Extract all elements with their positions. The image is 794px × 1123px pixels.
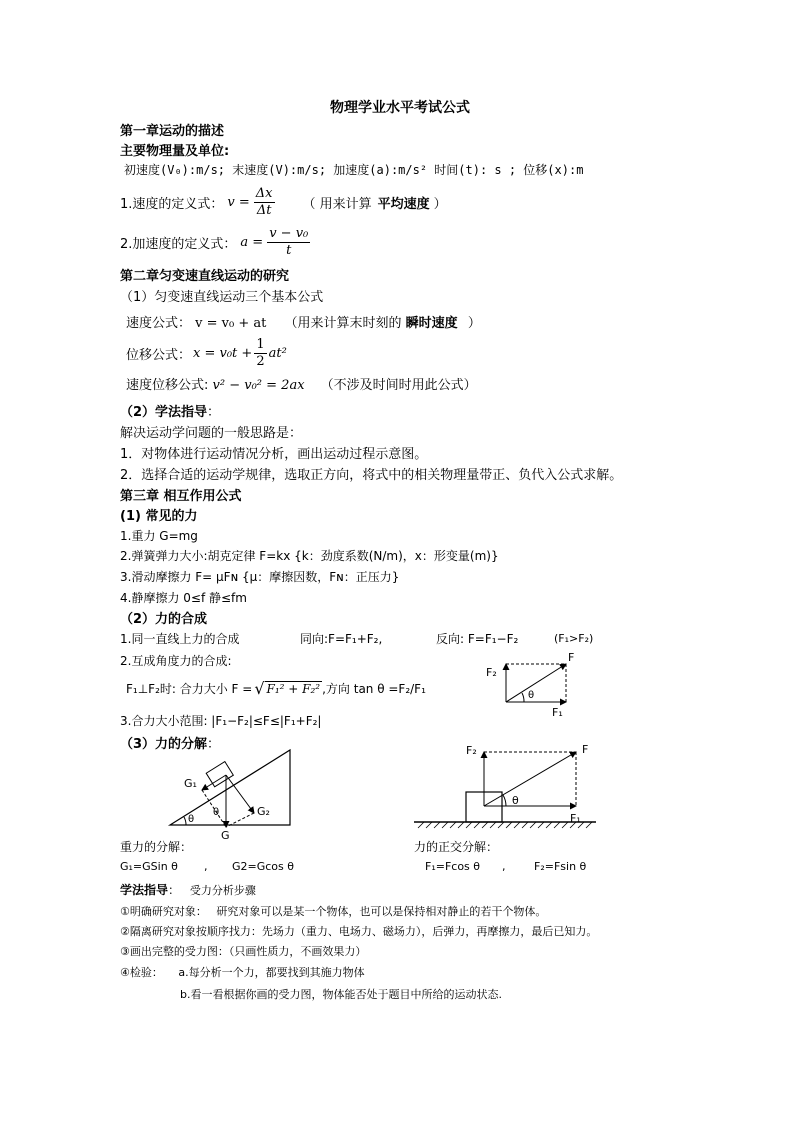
displacement-formula-line (126, 334, 287, 372)
page-title: 物理学业水平考试公式 (330, 100, 470, 116)
note-emphasis: 平均速度 (377, 196, 430, 212)
incline-diagram (160, 745, 320, 840)
section-title: （3）力的分解 (120, 737, 208, 752)
step-3: ③画出完整的受力图：（只画性质力，不画效果力） (120, 945, 367, 958)
diagram-label-F: F (582, 743, 589, 756)
acceleration-fraction (267, 226, 310, 259)
resultant-range: 3.合力大小范围: |F₁−F₂|≤F≤|F₁+F₂| (120, 714, 322, 728)
force-line: 4.静摩擦力 0≤f 静≤fm (120, 591, 247, 605)
section-title: (1) 常见的力 (120, 509, 198, 524)
diagram-label-theta: θ (512, 794, 519, 807)
diagram-label-F: F (568, 651, 575, 664)
diagram-label-theta: θ (213, 807, 220, 818)
speed-formula: v = v₀ + at (195, 316, 267, 331)
diagram-label-G1: G₁ (184, 777, 197, 790)
gravity-component-g2: G2=Gcos θ (232, 860, 294, 873)
colon: ： (207, 405, 221, 420)
formula-label: 速度位移公式: (126, 378, 209, 393)
note-part: ） (433, 196, 447, 212)
formula-part: ,方向 tan θ =F₂/F₁ (322, 682, 426, 696)
chapter1-heading: 第一章运动的描述 (120, 124, 225, 139)
diagram-label-F2: F₂ (466, 744, 477, 757)
orthogonal-diagram (410, 740, 600, 830)
step-1 (120, 903, 546, 919)
formula-lhs: x = v₀t + (193, 345, 253, 361)
composition-diagram (480, 650, 590, 722)
section-title: （2）力的合成 (120, 612, 208, 627)
step-label: ④检验： (120, 966, 163, 979)
section-title: （1）匀变速直线运动三个基本公式 (120, 290, 324, 305)
fraction-numerator: 1 (256, 336, 265, 352)
diagram-label-F1: F₁ (552, 706, 563, 719)
formula-rhs: at² (268, 345, 287, 361)
chapter1-subheading: 主要物理量及单位: (120, 144, 230, 159)
speed-formula-line (126, 312, 481, 331)
composition-line: 1.同一直线上力的合成 (120, 632, 240, 646)
step-4 (120, 964, 365, 980)
velocity-definition (120, 182, 447, 222)
section-title: 学法指导 (120, 883, 169, 897)
step-label: ①明确研究对象： (120, 905, 207, 918)
separator: , (204, 860, 208, 873)
composition-condition: (F₁>F₂) (554, 632, 594, 645)
velocity-fraction (254, 186, 275, 219)
note-part: （不涉及时间时用此公式） (320, 378, 477, 393)
method-guide-heading (120, 401, 220, 420)
orthogonal-decomposition-title: 力的正交分解： (414, 840, 499, 854)
method-line: 1．对物体进行运动情况分析，画出运动过程示意图。 (120, 447, 428, 462)
radicand: F₁² + F₂² (266, 682, 321, 696)
force-line: 3.滑动摩擦力 F= μFɴ {μ：摩擦因数，Fɴ：正压力} (120, 570, 400, 584)
colon: ： (207, 737, 221, 752)
formula-lhs: a = (240, 234, 264, 250)
diagram-label-F2: F₂ (486, 666, 497, 679)
half-fraction (254, 337, 266, 370)
note-part: （用来计算末时刻的 (284, 316, 402, 331)
method-line: 解决运动学问题的一般思路是： (120, 426, 303, 441)
acceleration-definition (120, 222, 310, 262)
note-part: （ 用来计算 (302, 196, 372, 212)
separator: , (502, 860, 506, 873)
diagram-label-G: G (221, 829, 230, 840)
formula-part: F₁⊥F₂时: 合力大小 F = (126, 682, 253, 696)
note-emphasis: 瞬时速度 (405, 316, 458, 331)
formula-label: 位移公式： (126, 347, 192, 363)
incline-angle-label: θ (188, 814, 195, 825)
section-title: （2）学法指导 (120, 405, 208, 420)
fraction-denominator: Δt (256, 202, 272, 218)
formula-label: 速度公式： (126, 316, 192, 331)
speed-displacement-formula: v² − v₀² = 2ax (212, 378, 305, 393)
orthogonal-component-f2: F₂=Fsin θ (534, 860, 587, 873)
gravity-component-g1: G₁=GSin θ (120, 860, 178, 873)
section-subtitle: 受力分析步骤 (189, 884, 256, 897)
composition-opposite-direction: 反向: F=F₁−F₂ (436, 632, 519, 646)
composition-line: 2.互成角度力的合成: (120, 654, 232, 668)
step-4-b: b.看一看根据你画的受力图，物体能否处于题目中所给的运动状态. (180, 988, 502, 1001)
diagram-label-G2: G₂ (257, 805, 270, 818)
step-2: ②隔离研究对象按顺序找力：先场力（重力、电场力、磁场力），后弹力，再摩擦力，最后已知力。 (120, 925, 598, 938)
diagram-label-F1: F₁ (570, 812, 581, 825)
speed-displacement-line (126, 374, 477, 393)
step-text: 研究对象可以是某一个物体，也可以是保持相对静止的若干个物体。 (216, 905, 547, 918)
units-line: 初速度(V₀):m/s; 末速度(V):m/s; 加速度(a):m/s² 时间(t): s ; 位移(x):m (124, 163, 584, 177)
fraction-denominator: 2 (256, 353, 265, 369)
chapter3-heading: 第三章 相互作用公式 (120, 489, 242, 504)
formula-label: 2.加速度的定义式： (120, 236, 237, 252)
fraction-numerator: Δx (255, 185, 273, 201)
force-line: 2.弹簧弹力大小:胡克定律 F=kx {k：劲度系数(N/m)，x：形变量(m)} (120, 549, 499, 563)
force-line: 1.重力 G=mg (120, 529, 198, 543)
fraction-numerator: v − v₀ (269, 225, 309, 241)
composition-same-direction: 同向:F=F₁+F₂, (300, 632, 383, 646)
square-root (254, 679, 322, 698)
note-part: ） (467, 316, 481, 331)
fraction-denominator: t (286, 242, 292, 258)
formula-lhs: v = (227, 194, 250, 210)
step-text: a.每分析一个力，都要找到其施力物体 (178, 966, 365, 979)
method-line: 2．选择合适的运动学规律，选取正方向，将式中的相关物理量带正、负代入公式求解。 (120, 468, 623, 483)
orthogonal-component-f1: F₁=Fcos θ (425, 860, 481, 873)
radical-sign-icon: √ (254, 679, 265, 698)
perpendicular-composition (126, 679, 426, 698)
colon: ： (168, 883, 181, 897)
diagram-label-theta: θ (528, 690, 535, 701)
chapter2-heading: 第二章匀变速直线运动的研究 (120, 269, 290, 284)
gravity-decomposition-title: 重力的分解： (120, 840, 193, 854)
force-analysis-heading (120, 881, 256, 898)
formula-label: 1.速度的定义式： (120, 196, 224, 212)
